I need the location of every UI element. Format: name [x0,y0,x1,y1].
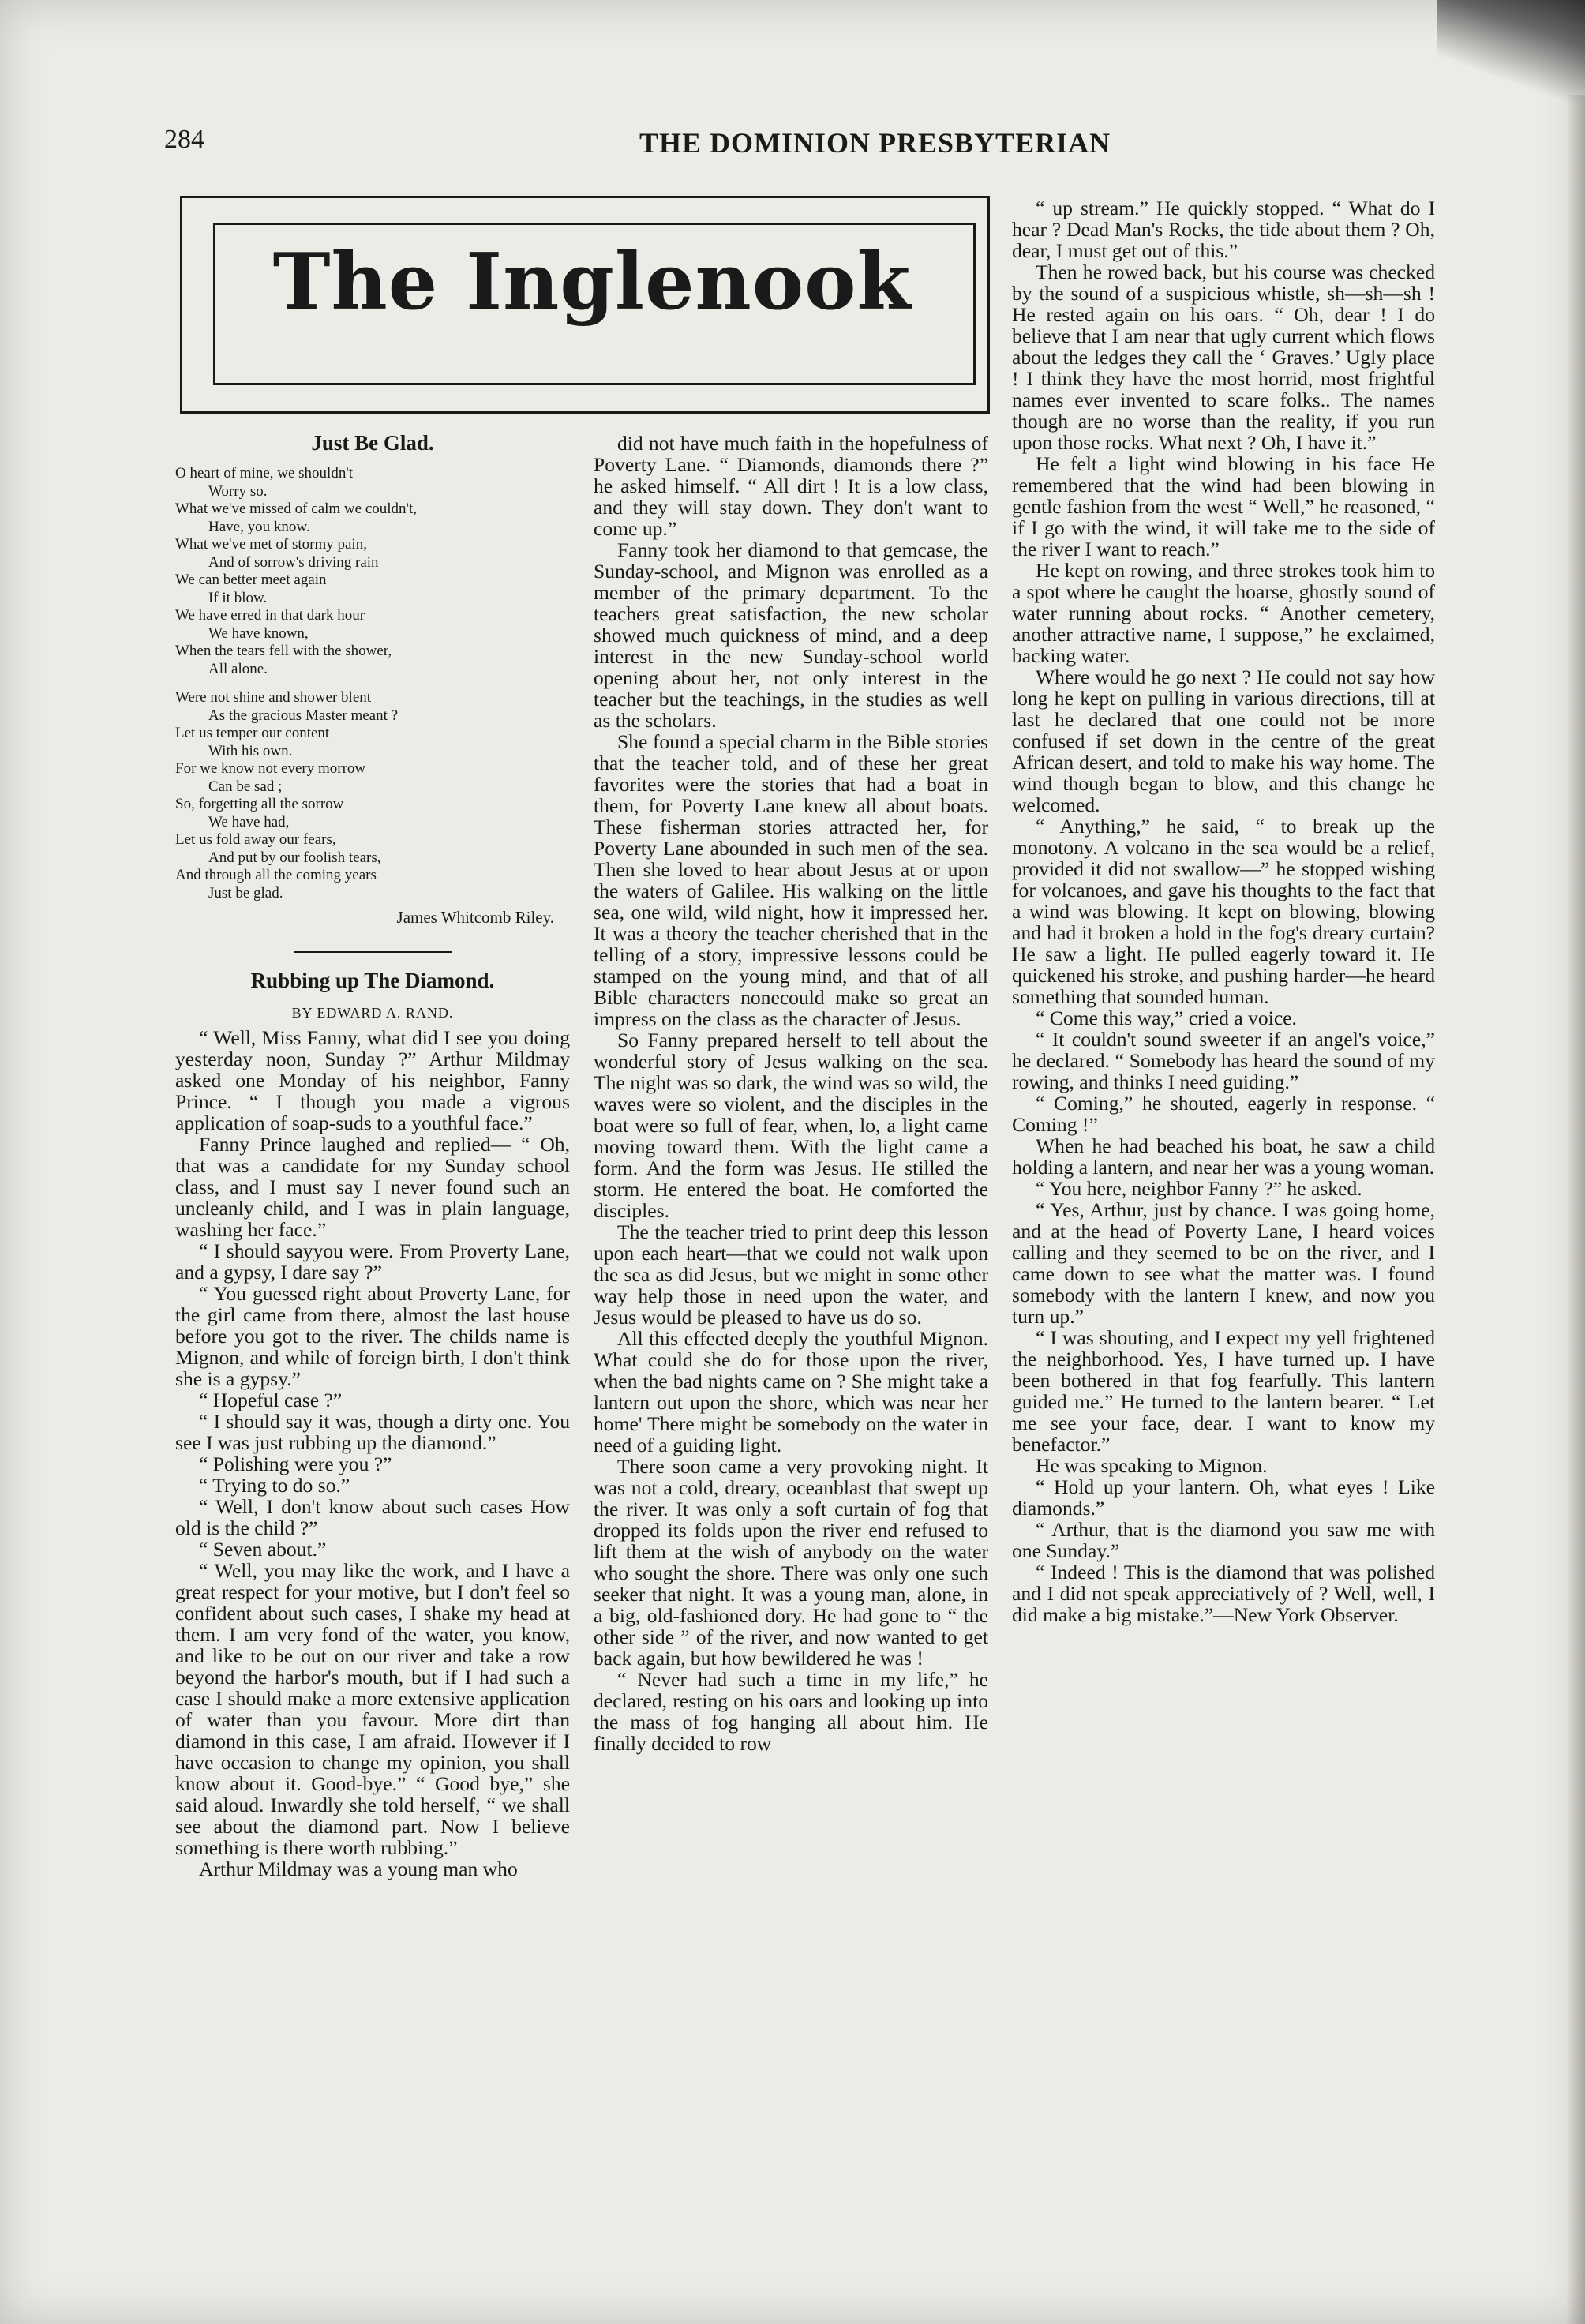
paragraph: He was speaking to Mignon. [1036,1454,1268,1477]
story-column-2-text [594,433,988,1754]
poem-line: As the gracious Master meant ? [208,707,399,724]
paragraph: Fanny Prince laughed and replied— “ Oh, that was a candidate for my Sunday school class, and I must say I never found such an uncleanly child, and I was in plain language, washing her face.” [175,1133,570,1241]
poem-line: For we know not every morrow [175,760,366,777]
paragraph: “ I was shouting, and I expect my yell frightened the neighborhood. Yes, I have turned up. I have been bothered in that fog fearfully. This lantern guided me.” He turned to the lantern bearer. “ Let me see your face, dear. I want to know my benefactor.” [1012,1326,1435,1456]
column-3 [1012,197,1435,1625]
paragraph: “ It couldn't sound sweeter if an angel's voice,” he declared. “ Somebody has heard the sound of my rowing, and thinks I need guiding.” [1012,1028,1435,1093]
story-byline: BY EDWARD A. RAND. [291,1005,454,1021]
paragraph: “ Anything,” he said, “ to break up the monotony. A volcano in the sea would be a relief, provided it did not swallow—” he stopped wishing for volcanoes, and gave his thoughts to the fact that a wind was blowing. It kept on blowing, blowing and had it broken a hold in the fog's dreary curtain? He saw a light. He pulled eagerly toward it. He quickened his stroke, and pushing harder—he heard something that sounded human. [1012,815,1435,1008]
paragraph: “ Coming,” he shouted, eagerly in response. “ Coming !” [1012,1092,1435,1136]
poem-line: Worry so. [208,482,268,500]
poem-line: What we've missed of calm we couldn't, [175,500,418,517]
poem-credit: James Whitcomb Riley. [396,908,554,927]
paragraph: All this effected deeply the youthful Mignon. What could she do for those upon the river, when the bad nights came on ? She might take a lantern out upon the shore, which was near her home' There might be somebody on the water in need of a guiding light. [594,1327,988,1456]
column-2 [594,433,988,1754]
page-right-edge [1566,95,1585,2324]
paragraph: “ You here, neighbor Fanny ?” he asked. [1036,1177,1362,1200]
poem-line: When the tears fell with the shower, [175,643,392,659]
poem-stanza-1 [175,465,570,678]
paragraph: “ Seven about.” [199,1538,327,1561]
paragraph: “ Indeed ! This is the diamond that was polished and I did not speak appreciatively of ? Well, well, I did make a big mistake.”—New York Observer. [1012,1561,1435,1626]
poem-line: With his own. [208,742,293,759]
poem-line: We have had, [208,813,290,830]
poem-line: What we've met of stormy pain, [175,536,367,553]
poem-line: Let us temper our content [175,725,330,741]
paragraph: Fanny took her diamond to that gemcase, the Sunday-school, and Mignon was enrolled as a member of the primary department. To the teachers great satisfaction, the new scholar showed much quickness of mind, and a deep interest in the new Sunday-school world opening about her, not only interest in the teacher but the teachings, in the studies as well as the scholars. [594,538,988,732]
column-1 [175,433,570,1880]
paragraph: “ Yes, Arthur, just by chance. I was going home, and at the head of Poverty Lane, I heard voices calling and they seemed to be on the river, and I came down to see what the matter was. I found somebody with the lantern I knew, and now you turn up.” [1012,1198,1435,1328]
paragraph: “ I should sayyou were. From Proverty Lane, and a gypsy, I dare say ?” [175,1239,570,1284]
paragraph: Arthur Mildmay was a young man who [199,1857,518,1880]
poem-line: Let us fold away our fears, [175,831,336,848]
paragraph: “ Never had such a time in my life,” he declared, resting on his oars and looking up into the mass of fog hanging all about him. He finally decided to row [594,1668,988,1755]
paragraph: “ I should say it was, though a dirty one. You see I was just rubbing up the diamond.” [175,1410,570,1454]
paragraph: “ Well, Miss Fanny, what did I see you doing yesterday noon, Sunday ?” Arthur Mildmay asked one Monday of his neighbor, Fanny Prince. “ I though you made a vigrous application of soap-suds to a youthful face.” [175,1026,570,1134]
poem-line: We have erred in that dark hour [175,607,365,624]
paragraph: “ Polishing were you ?” [199,1452,392,1475]
paragraph: Where would he go next ? He could not say how long he kept on pulling in various directions, till at last he declared that one could not be more confused if set down in the centre of the great African desert, and told to make his way home. The wind though began to blow, and this change he welcomed. [1012,665,1435,816]
paragraph: The the teacher tried to print deep this lesson upon each heart—that we could not walk upon the sea as did Jesus, but we might in some other way help those in need upon the water, and Jesus would be pleased to have us do so. [594,1220,988,1329]
publication-masthead: THE DOMINION PRESBYTERIAN [639,127,1111,159]
paragraph: “ up stream.” He quickly stopped. “ What do I hear ? Dead Man's Rocks, the tide about them ? Oh, dear, I must get out of this.” [1012,197,1435,262]
paragraph: “ Well, I don't know about such cases How old is the child ?” [175,1495,570,1539]
paragraph: So Fanny prepared herself to tell about the wonderful story of Jesus walking on the sea. The night was so dark, the wind was so wild, the waves were so violent, and the disciples in the boat were so full of fear, when, lo, a light came moving toward them. With the light came a form. And the form was Jesus. He stilled the storm. He entered the boat. He comforted the disciples. [594,1029,988,1222]
paragraph: “ Well, you may like the work, and I have a great respect for your motive, but I don't feel so confident about such cases, I shake my head at them. I am very fond of the water, you know, and like to be out on our river and take a row beyond the harbor's mouth, but if I had such a case I should make a more extensive application of water than you favour. More dirt than diamond in this case, I am afraid. However if I have occasion to change my opinion, you shall know about it. Good-bye.” “ Good bye,” she said aloud. Inwardly she told herself, “ we shall see about the diamond part. Now I believe something is there worth rubbing.” [175,1559,570,1859]
poem-body [175,465,570,902]
poem-line: So, forgetting all the sorrow [175,796,344,812]
poem-line: We have known, [208,624,309,642]
story-title: Rubbing up The Diamond. [250,969,495,992]
paragraph: “ Hold up your lantern. Oh, what eyes ! Like diamonds.” [1012,1475,1435,1520]
poem-stanza-2 [175,689,570,902]
poem-line: We can better meet again [175,572,327,588]
paragraph: When he had beached his boat, he saw a child holding a lantern, and near her was a young woman. [1012,1134,1435,1179]
paragraph: He felt a light wind blowing in his face He remembered that the wind had been blowing in gentle fashion from the west “ Well,” he reasoned, “ if I go with the wind, it will take me to the side of the river I want to reach.” [1012,452,1435,560]
story-column-1-text [175,1027,570,1880]
poem-line: And put by our foolish tears, [208,849,381,866]
poem-line: Can be sad ; [208,778,283,795]
poem-line: And through all the coming years [175,867,377,883]
paragraph: did not have much faith in the hopefulness of Poverty Lane. “ Diamonds, diamonds there ?” he asked himself. “ All dirt ! It is a low class, and they will stay down. They don't want to come up.” [594,432,988,540]
poem-line: Were not shine and shower blent [175,689,372,706]
story-column-3-text [1012,197,1435,1625]
page-corner-shadow [1437,0,1585,103]
paragraph: She found a special charm in the Bible stories that the teacher told, and of these her great favorites were the stories that had a boat in them, for Poverty Lane knew all about boats. These fisherman stories attracted her, for Poverty Lane abounded in such men of the sea. Then she loved to hear about Jesus at or upon the waters of Galilee. His walking on the little sea, one wild, wild night, how it impressed her. It was a theory the teacher cherished that in the telling of a story, impressive lessons could be stamped on the young mind, and that of all Bible characters nonecould make so great an impress on the class as the character of Jesus. [594,730,988,1030]
poem-line: O heart of mine, we shouldn't [175,465,354,482]
poem-line: Have, you know. [208,518,310,535]
poem-title: Just Be Glad. [311,431,434,455]
poem-line: If it blow. [208,589,268,606]
paragraph: Then he rowed back, but his course was checked by the sound of a suspicious whistle, sh—sh—sh ! He rested again on his oars. “ Oh, dear ! I do believe that I am near that ugly current which flows about the ledges they call the ‘ Graves.’ Ugly place ! I think they have the most horrid, most frightful names ever invented to scare folks.. The names though are no worse than the reality, if you run upon those rocks. What next ? Oh, I have it.” [1012,261,1435,454]
paragraph: He kept on rowing, and three strokes took him to a spot where he caught the hoarse, ghostly sound of water running about rocks. “ Another cemetery, another attractive name, I suppose,” he exclaimed, backing water. [1012,559,1435,667]
poem-line: Just be glad. [208,884,283,901]
paragraph: “ Hopeful case ?” [199,1389,343,1411]
section-divider [175,941,570,962]
paragraph: “ Trying to do so.” [199,1474,350,1497]
paragraph: “ Arthur, that is the diamond you saw me with one Sunday.” [1012,1518,1435,1562]
section-title: The Inglenook [272,237,912,328]
poem-line: And of sorrow's driving rain [208,553,379,571]
poem-line: All alone. [208,660,268,677]
paragraph: “ Come this way,” cried a voice. [1036,1006,1297,1029]
paragraph: There soon came a very provoking night. It was not a cold, dreary, oceanblast that swept up the river. It was only a soft curtain of fog that dropped its folds upon the river end refused to lift them at the wish of anybody on the water who sought the shore. There was only one such seeker that night. It was a young man, alone, in a big, old-fashioned dory. He had gone to “ the other side ” of the river, and now wanted to get back again, but how bewildered he was ! [594,1455,988,1670]
page-number: 284 [164,125,204,154]
paragraph: “ You guessed right about Proverty Lane, for the girl came from there, almost the last house before you got to the river. The childs name is Mignon, and while of foreign birth, I don't think she is a gypsy.” [175,1282,570,1390]
